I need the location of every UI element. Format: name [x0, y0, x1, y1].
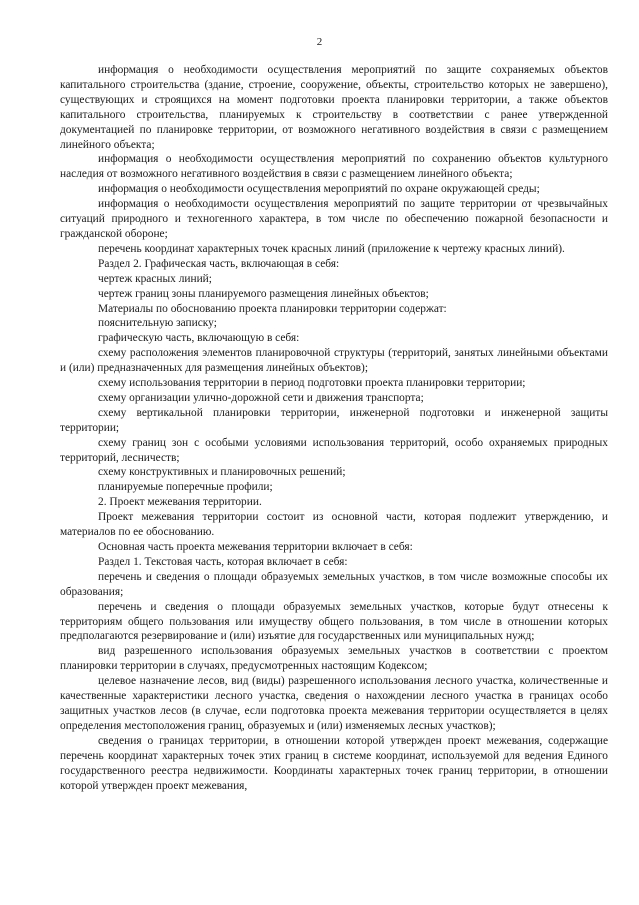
paragraph: Раздел 2. Графическая часть, включающая в себя:	[98, 257, 340, 270]
paragraph: планируемые поперечные профили;	[98, 481, 273, 494]
paragraph: информация о необходимости осуществления мероприятий по защите сохраняемых объектов капитального строительства (здание, строение, сооружение, объекты, строительство которых не завершено), существующих и строящихся на момент подготовки проекта планировки территории, а также объектов капитального строительства, планируемых к строительству в соответствии с ранее утвержденной документацией по планировке территории, от возможного негативного воздействия в связи с размещением линейного объекта;	[60, 64, 608, 151]
paragraph: 2. Проект межевания территории.	[98, 496, 262, 509]
paragraph: схему организации улично-дорожной сети и движения транспорта;	[98, 391, 424, 404]
paragraph: информация о необходимости осуществления мероприятий по защите территории от чрезвычайных ситуаций природного и техногенного характера, в том числе по обеспечению пожарной безопасности и гражданской обороне;	[60, 198, 608, 240]
document-body	[60, 63, 608, 793]
paragraph: информация о необходимости осуществления мероприятий по сохранению объектов культурного наследия от возможного негативного воздействия в связи с размещением линейного объекта;	[60, 153, 608, 181]
paragraph: Проект межевания территории состоит из основной части, которая подлежит утверждению, и материалов по ее обоснованию.	[60, 511, 608, 539]
paragraph: целевое назначение лесов, вид (виды) разрешенного использования лесного участка, количественные и качественные характеристики лесного участка, сведения о нахождении лесного участка в границах особо защитных участков лесов (в случае, если подготовка проекта межевания территории осуществляется в целях определения местоположения границ, образуемых и (или) изменяемых лесных участков);	[60, 675, 608, 732]
paragraph: чертеж красных линий;	[98, 272, 212, 285]
paragraph: графическую часть, включающую в себя:	[98, 332, 300, 345]
paragraph: перечень и сведения о площади образуемых земельных участков, в том числе возможные способы их образования;	[60, 570, 608, 598]
paragraph: схему границ зон с особыми условиями использования территорий, особо охраняемых природных территорий, лесничеств;	[60, 436, 608, 464]
paragraph: схему расположения элементов планировочной структуры (территорий, занятых линейными объектами и (или) предназначенных для размещения линейных объектов);	[60, 347, 608, 375]
paragraph: Основная часть проекта межевания территории включает в себя:	[98, 541, 413, 553]
paragraph: перечень координат характерных точек красных линий (приложение к чертежу красных линий).	[98, 242, 565, 255]
paragraph: чертеж границ зоны планируемого размещения линейных объектов;	[98, 287, 429, 300]
paragraph: пояснительную записку;	[98, 317, 217, 330]
paragraph: схему использования территории в период подготовки проекта планировки территории;	[98, 377, 526, 390]
paragraph: вид разрешенного использования образуемых земельных участков в соответствии с проектом планировки территории в случаях, предусмотренных настоящим Кодексом;	[60, 645, 608, 673]
paragraph: информация о необходимости осуществления мероприятий по охране окружающей среды;	[98, 183, 540, 196]
paragraph: перечень и сведения о площади образуемых земельных участков, которые будут отнесены к территориям общего пользования или имуществу общего пользования, в том числе в отношении которых предполагаются резервирование и (или) изъятие для государственных или муниципальных нужд;	[60, 600, 608, 643]
page-number: 2	[316, 36, 323, 48]
paragraph: схему конструктивных и планировочных решений;	[98, 466, 346, 479]
paragraph: сведения о границах территории, в отношении которой утвержден проект межевания, содержащие перечень координат характерных точек этих границ в системе координат, используемой для ведения Единого государственного реестра недвижимости. Координаты характерных точек границ территории, в отношении которой утвержден проект межевания,	[60, 734, 608, 792]
paragraph: схему вертикальной планировки территории, инженерной подготовки и инженерной защиты территории;	[60, 406, 608, 434]
paragraph: Материалы по обоснованию проекта планировки территории содержат:	[98, 302, 447, 315]
paragraph: Раздел 1. Текстовая часть, которая включает в себя:	[98, 555, 348, 568]
